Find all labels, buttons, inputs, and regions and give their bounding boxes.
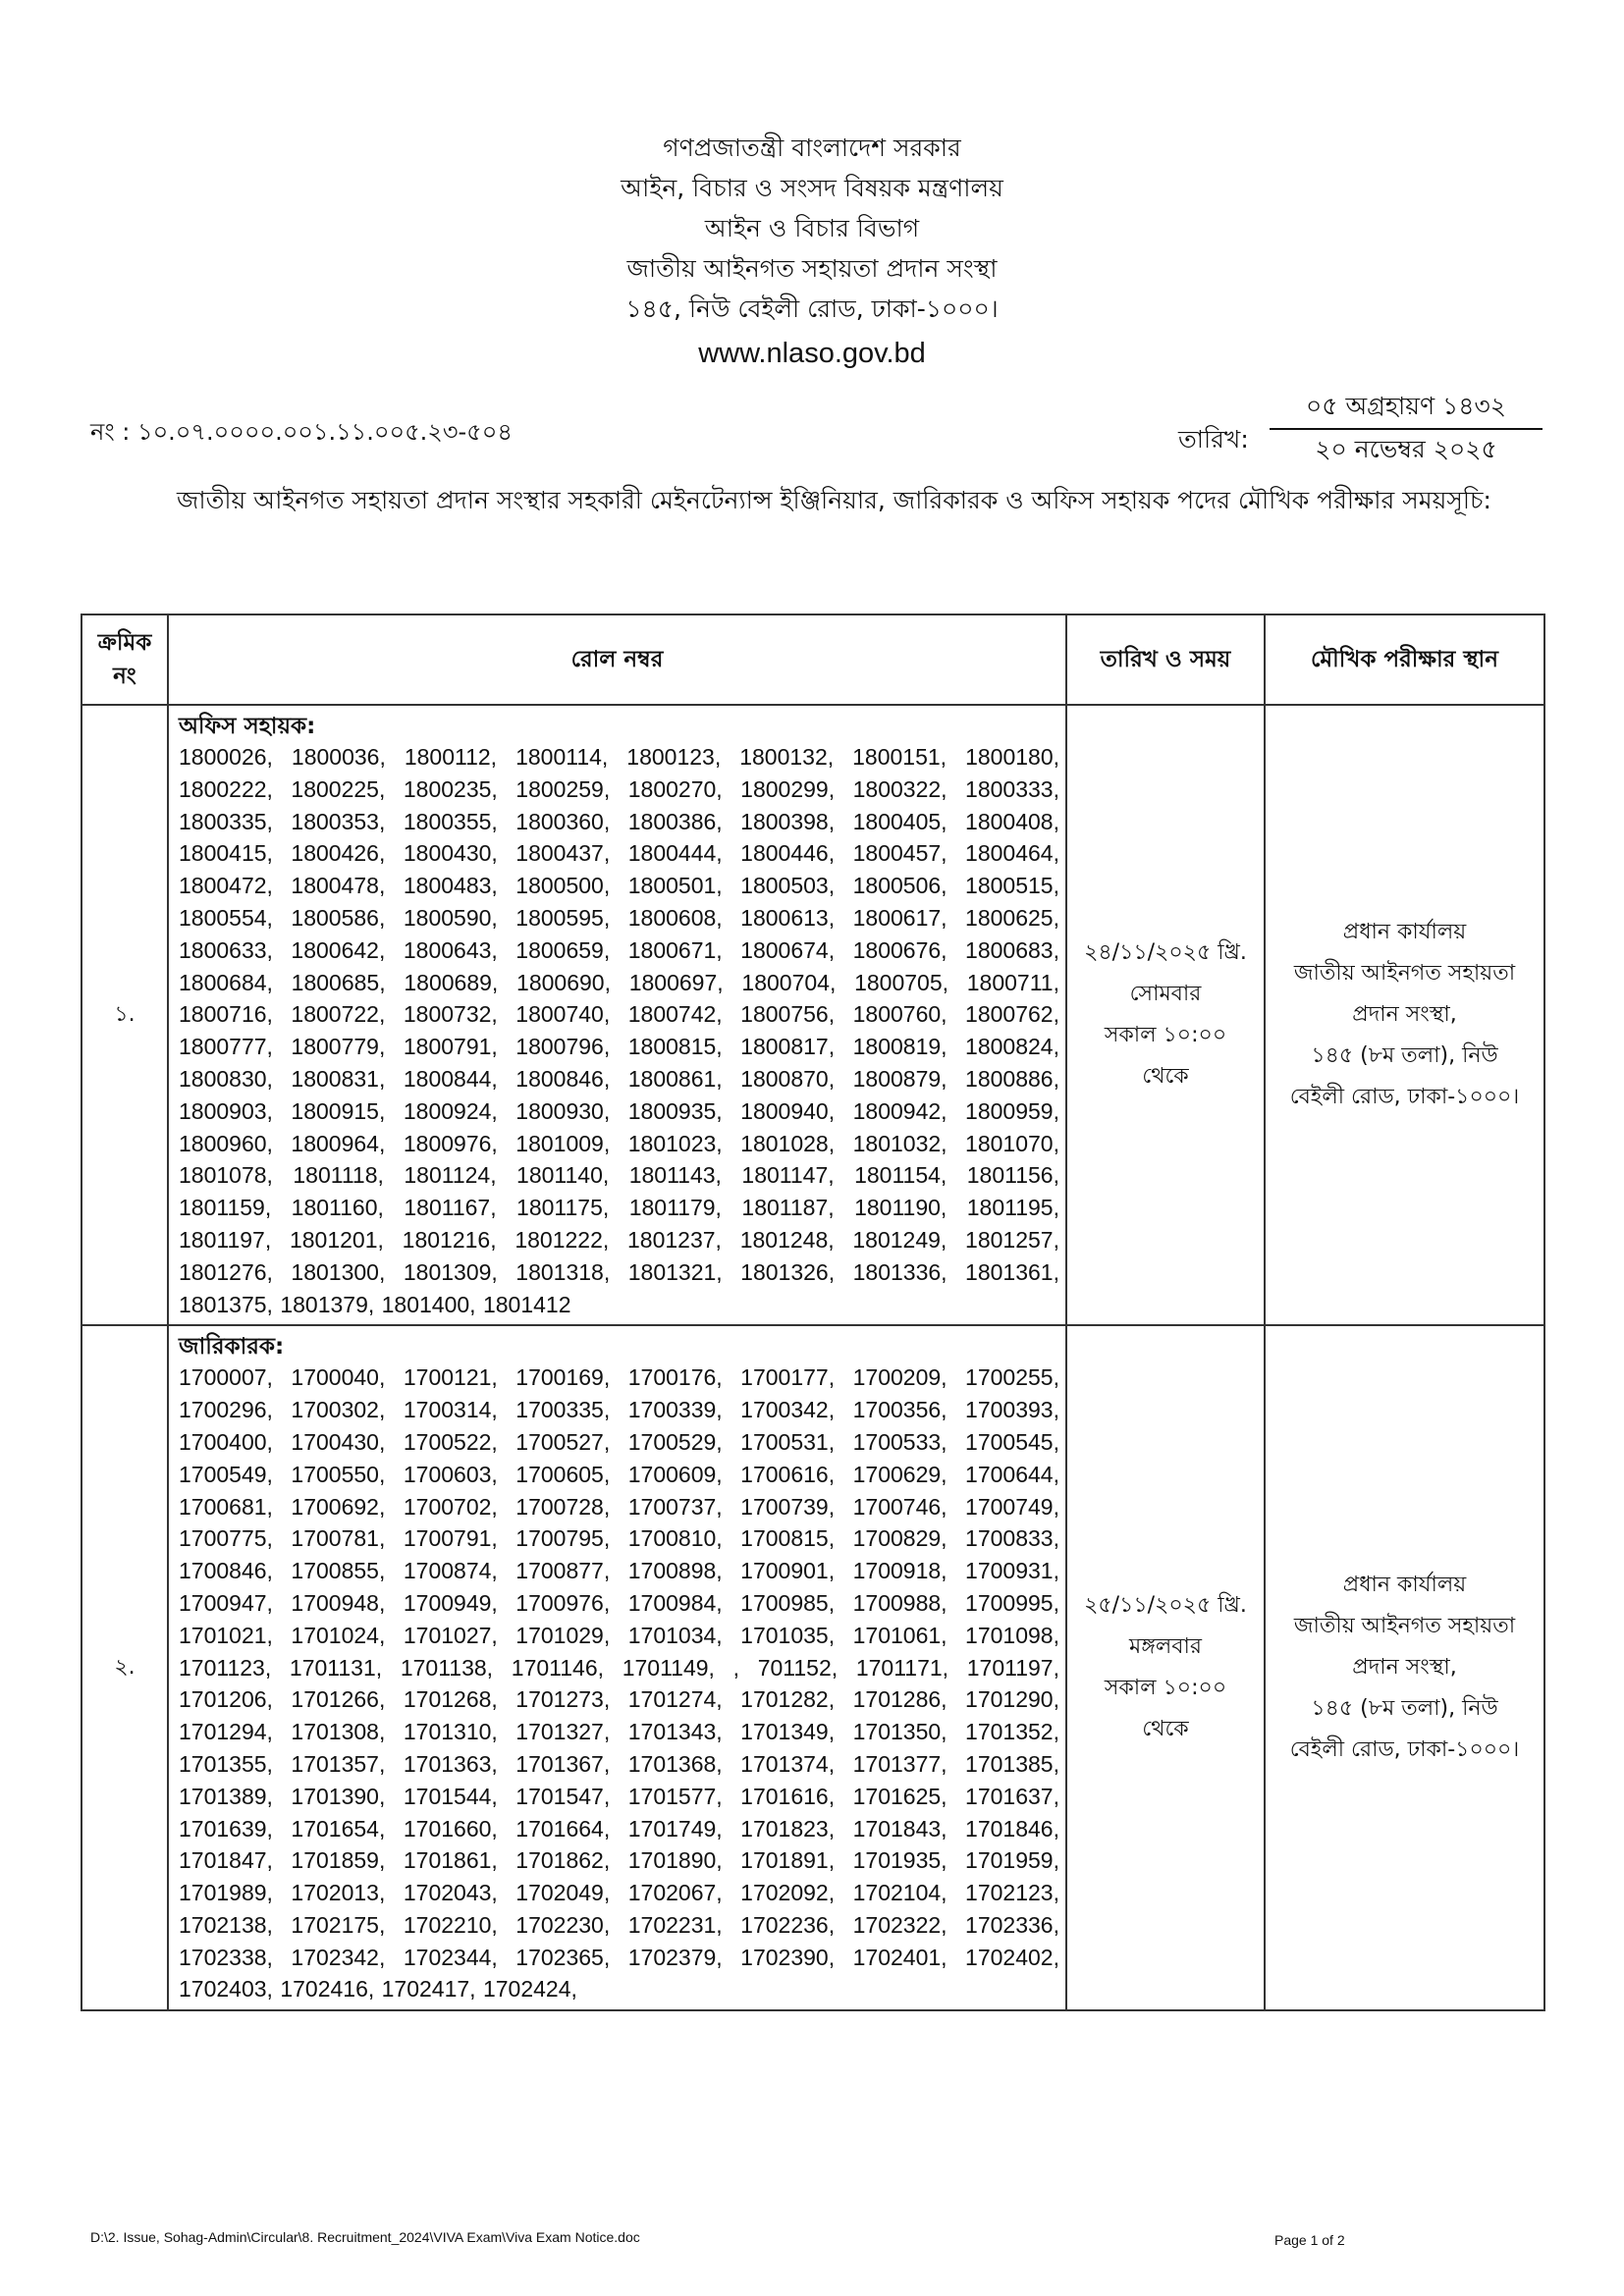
header-venue: মৌখিক পরীক্ষার স্থান <box>1265 614 1544 705</box>
post-category: জারিকারক: <box>179 1334 285 1361</box>
date-english: ২০ নভেম্বর ২০২৫ <box>1315 435 1497 463</box>
venue-cell <box>1265 705 1544 1325</box>
website-link[interactable]: www.nlaso.gov.bd <box>698 338 926 369</box>
venue-line: প্রদান সংস্থা, <box>1352 1002 1457 1028</box>
memo-date <box>1270 391 1543 465</box>
letterhead <box>0 128 1624 378</box>
date-label: তারিখ: <box>1178 425 1249 454</box>
header-date-time: তারিখ ও সময় <box>1066 614 1265 705</box>
roll-cell <box>168 705 1066 1325</box>
venue-line: ১৪৫ (৮ম তলা), নিউ <box>1311 1696 1498 1722</box>
table-row <box>81 705 1544 1325</box>
organization-name: জাতীয় আইনগত সহায়তা প্রদান সংস্থা <box>626 254 998 283</box>
header-roll-number: রোল নম্বর <box>168 614 1066 705</box>
venue-line: প্রধান কার্যালয় <box>1342 1573 1467 1598</box>
venue-line: বেইলী রোড, ঢাকা-১০০০। <box>1289 1085 1520 1110</box>
venue-line: প্রধান কার্যালয় <box>1342 920 1467 945</box>
viva-schedule-table <box>81 614 1545 2011</box>
exam-time-suffix: থেকে <box>1142 1717 1189 1742</box>
row-serial: ২. <box>81 1325 168 2010</box>
exam-date: ২৪/১১/২০২৫ খ্রি. <box>1084 940 1247 966</box>
roll-number-list: 1800026, 1800036, 1800112, 1800114, 1800123, 1800132, 1800151, 1800180, 1800222, 1800225, 1800235, 1800259, 1800270, 1800299, 1800322, 1800333, 1800335, 1800353, 1800355, 1800360, 1800386, 1800398, 1800405, 1800408, 1800415, 1800426, 1800430, 1800437, 1800444, 1800446, 1800457, 1800464, 1800472, 1800478, 1800483, 1800500, 1800501, 1800503, 1800506, 1800515, 1800554, 1800586, 1800590, 1800595, 1800608, 1800613, 1800617, 1800625, 1800633, 1800642, 1800643, 1800659, 1800671, 1800674, 1800676, 1800683, 1800684, 1800685, 1800689, 1800690, 1800697, 1800704, 1800705, 1800711, 1800716, 1800722, 1800732, 1800740, 1800742, 1800756, 1800760, 1800762, 1800777, 1800779, 1800791, 1800796, 1800815, 1800817, 1800819, 1800824, 1800830, 1800831, 1800844, 1800846, 1800861, 1800870, 1800879, 1800886, 1800903, 1800915, 1800924, 1800930, 1800935, 1800940, 1800942, 1800959, 1800960, 1800964, 1800976, 1801009, 1801023, 1801028, 1801032, 1801070, 1801078, 1801118, 1801124, 1801140, 1801143, 1801147, 1801154, 1801156, 1801159, 1801160, 1801167, 1801175, 1801179, 1801187, 1801190, 1801195, 1801197, 1801201, 1801216, 1801222, 1801237, 1801248, 1801249, 1801257, 1801276, 1801300, 1801309, 1801318, 1801321, 1801326, 1801336, 1801361, 1801375, 1801379, 1801400, 1801412 <box>179 744 1059 1317</box>
division-name: আইন ও বিচার বিভাগ <box>704 214 920 242</box>
venue-line: জাতীয় আইনগত সহায়তা <box>1293 961 1516 987</box>
file-path-footer: D:\2. Issue, Sohag-Admin\Circular\8. Recruitment_2024\VIVA Exam\Viva Exam Notice.doc <box>90 2229 640 2245</box>
venue-line: জাতীয় আইনগত সহায়তা <box>1293 1614 1516 1639</box>
venue-line: ১৪৫ (৮ম তলা), নিউ <box>1311 1043 1498 1069</box>
memo-reference-number: নং : ১০.০৭.০০০০.০০১.১১.০০৫.২৩-৫০৪ <box>90 418 513 446</box>
exam-time-suffix: থেকে <box>1142 1064 1189 1090</box>
venue-line: প্রদান সংস্থা, <box>1352 1655 1457 1681</box>
government-name: গণপ্রজাতন্ত্রী বাংলাদেশ সরকার <box>663 133 961 162</box>
table-header-row <box>81 614 1544 705</box>
exam-day: সোমবার <box>1129 982 1202 1007</box>
exam-day: মঙ্গলবার <box>1129 1634 1202 1660</box>
organization-address: ১৪৫, নিউ বেইলী রোড, ঢাকা-১০০০। <box>625 294 999 323</box>
header-serial: ক্রমিক নং <box>81 614 168 705</box>
exam-date: ২৫/১১/২০২৫ খ্রি. <box>1084 1593 1247 1619</box>
row-serial: ১. <box>81 705 168 1325</box>
post-category: অফিস সহায়ক: <box>179 714 316 739</box>
ministry-name: আইন, বিচার ও সংসদ বিষয়ক মন্ত্রণালয় <box>621 174 1003 202</box>
datetime-cell <box>1066 1325 1265 2010</box>
datetime-cell <box>1066 705 1265 1325</box>
venue-line: বেইলী রোড, ঢাকা-১০০০। <box>1289 1737 1520 1763</box>
venue-cell <box>1265 1325 1544 2010</box>
exam-time: সকাল ১০:০০ <box>1104 1676 1227 1701</box>
notice-subject: জাতীয় আইনগত সহায়তা প্রদান সংস্থার সহকারী মেইনটেন্যান্স ইঞ্জিনিয়ার, জারিকারক ও অফিস সহায়ক পদের মৌখিক পরীক্ষার সময়সূচি: <box>177 486 1491 514</box>
table-row <box>81 1325 1544 2010</box>
page-number: Page 1 of 2 <box>1274 2232 1345 2248</box>
roll-number-list: 1700007, 1700040, 1700121, 1700169, 1700176, 1700177, 1700209, 1700255, 1700296, 1700302, 1700314, 1700335, 1700339, 1700342, 1700356, 1700393, 1700400, 1700430, 1700522, 1700527, 1700529, 1700531, 1700533, 1700545, 1700549, 1700550, 1700603, 1700605, 1700609, 1700616, 1700629, 1700644, 1700681, 1700692, 1700702, 1700728, 1700737, 1700739, 1700746, 1700749, 1700775, 1700781, 1700791, 1700795, 1700810, 1700815, 1700829, 1700833, 1700846, 1700855, 1700874, 1700877, 1700898, 1700901, 1700918, 1700931, 1700947, 1700948, 1700949, 1700976, 1700984, 1700985, 1700988, 1700995, 1701021, 1701024, 1701027, 1701029, 1701034, 1701035, 1701061, 1701098, 1701123, 1701131, 1701138, 1701146, 1701149, , 701152, 1701171, 1701197, 1701206, 1701266, 1701268, 1701273, 1701274, 1701282, 1701286, 1701290, 1701294, 1701308, 1701310, 1701327, 1701343, 1701349, 1701350, 1701352, 1701355, 1701357, 1701363, 1701367, 1701368, 1701374, 1701377, 1701385, 1701389, 1701390, 1701544, 1701547, 1701577, 1701616, 1701625, 1701637, 1701639, 1701654, 1701660, 1701664, 1701749, 1701823, 1701843, 1701846, 1701847, 1701859, 1701861, 1701862, 1701890, 1701891, 1701935, 1701959, 1701989, 1702013, 1702043, 1702049, 1702067, 1702092, 1702104, 1702123, 1702138, 1702175, 1702210, 1702230, 1702231, 1702236, 1702322, 1702336, 1702338, 1702342, 1702344, 1702365, 1702379, 1702390, 1702401, 1702402, 1702403, 1702416, 1702417, 1702424, <box>179 1364 1059 2002</box>
roll-cell <box>168 1325 1066 2010</box>
date-bangla: ০৫ অগ্রহায়ণ ১৪৩২ <box>1270 391 1543 430</box>
exam-time: সকাল ১০:০০ <box>1104 1023 1227 1048</box>
